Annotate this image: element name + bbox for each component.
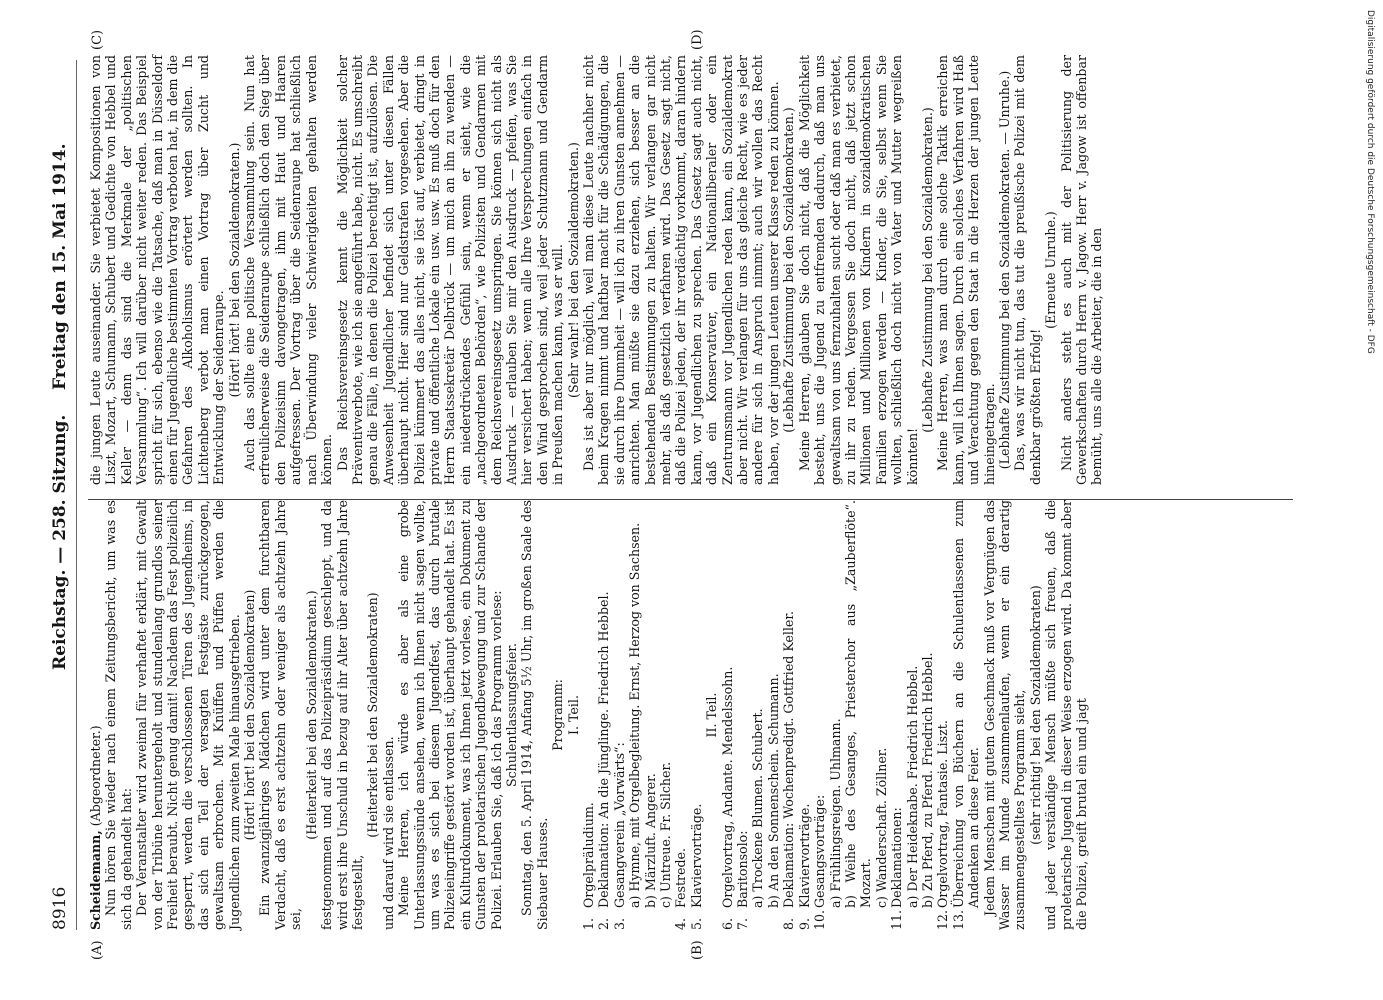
program-item-text: a) Der Heideknabe. Friedrich Hebbel.: [904, 665, 920, 908]
margin-letter-b: (B): [690, 940, 705, 960]
program-item-text: a) Frühlingsreigen. Uhlmann.: [827, 718, 843, 908]
program-item: [781, 500, 796, 930]
program-item-text: Baritonsolo:: [735, 830, 751, 908]
paragraph: Nicht anders steht es auch mit der Politisierung der Gewerkschaften durch Herrn v. Jagow. Herr v. Jagow ist offenbar bemüht, uns alle die Arbeiter, die in den: [1058, 55, 1105, 485]
program-item: [750, 500, 765, 930]
program-item-number: 3.: [611, 917, 627, 930]
program-item: [735, 500, 750, 930]
program-item-number: 7.: [735, 917, 751, 930]
interjection: (Erneute Unruhe.): [1043, 211, 1059, 329]
program-item-number: 2.: [596, 917, 612, 930]
program-item: [627, 500, 642, 930]
program-item: [889, 500, 904, 930]
margin-letter-d: (D): [690, 29, 705, 50]
program-item: [828, 500, 843, 930]
program-item: [843, 500, 874, 930]
program-item: [658, 500, 673, 930]
program-item: [905, 500, 920, 930]
paragraph: Meine Herren, was man durch eine solche Taktik erreichen kann, will ich Ihnen sagen. Durch ein solches Verfahren wird Haß und Verachtung gegen den Staat in die Herzen der jungen Leute hineingetragen.: [935, 55, 997, 485]
paragraph: Jedem Menschen mit gutem Geschmack muß vor Vergnügen das Wasser im Munde zusammenlaufen, wenn er ein derartig zusammengestelltes Programm sieht,: [981, 500, 1028, 930]
program-item-number: 10.: [812, 909, 828, 930]
program-item-text: Orgelvortrag, Fantasie. Liszt.: [935, 720, 951, 908]
program-item-number: 5.: [688, 917, 704, 930]
program-item-text: Gesangsvorträge:: [812, 794, 828, 908]
program-item: [935, 500, 950, 930]
program-item-number: 4.: [673, 917, 689, 930]
program-item: [720, 500, 735, 930]
interjection: (Heiterkeit bei den Sozialdemokraten): [365, 592, 381, 838]
program-item: [581, 500, 596, 930]
interjection: (Sehr wahr! bei den Sozialdemokraten.): [565, 142, 581, 398]
program-item-text: Deklamation: Wochenpredigt. Gottfried Keller.: [781, 610, 797, 908]
interjection: (sehr richtig! bei den Sozialdemokraten): [1027, 585, 1043, 845]
margin-letter-c: (C): [90, 29, 105, 50]
program-item: [596, 500, 611, 930]
paragraph: Meine Herren, ich würde es aber als eine grobe Unterlassungssünde ansehen, wenn ich Ihnen nicht sagen wollte, um was es sich bei diesem Jugendfest, das durch brutale Polizeieingriffe gestört worden ist, überhaupt gehandelt hat. Es ist ein Kulturdokument, was ich Ihnen jetzt vorlese, ein Dokument zu Gunsten der proletarischen Jugendbewegung und zur Schande der Polizei. Erlauben Sie, daß ich das Programm vorlese:: [396, 500, 504, 930]
digitization-credit-text: Digitalisierung gefördert durch die Deutsche Forschungsgemeinschaft - DFG: [1365, 10, 1375, 354]
program-part-1: I. Teil.: [565, 695, 581, 735]
header-rule: [76, 60, 77, 930]
paragraph: Das ist aber nur möglich, weil man diese Leute nachher nicht beim Kragen nimmt und haftbar macht für die Schädigungen, die sie durch ihre Dummheit — will ich zu ihren Gunsten annehmen — anrichten. Man müßte sie dazu erziehen, sich besser an die bestehenden Bestimmungen zu halten. Wir verlangen gar nicht mehr, als daß gesetzlich verfahren wird. Das Gesetz sagt nicht, daß die Polizei jeden, der ihr verdächtig vorkommt, daran hindern kann, vor Jugendlichen zu sprechen. Das Gesetz sagt auch nicht, daß ein Konservativer, ein Nationalliberaler oder ein Zentrumsmann vor Jugendlichen reden kann, ein Sozialdemokrat aber nicht. Wir verlangen für uns das gleiche Recht, wie es jeder andere für sich in Anspruch nimmt; auch wir wollen das Recht haben, vor der jungen Leuten unserer Klasse reden zu können.: [581, 55, 781, 485]
program-item: [766, 500, 781, 930]
program-item: [812, 500, 827, 930]
program-item-number: 11.: [889, 909, 905, 930]
interjection: (Hört! hört! bei den Sozialdemokraten): [242, 589, 258, 841]
program-item-number: 9.: [796, 917, 812, 930]
column-divider: [88, 499, 1293, 500]
program-item-text: a) Trockene Blumen. Schubert.: [750, 708, 766, 908]
program-item: [612, 500, 627, 930]
session-date: Freitag den 15. Mai 1914.: [50, 143, 70, 390]
program-item-text: b) Weihe des Gesanges, Priesterchor aus „Zauberflöte“. Mozart.: [842, 500, 874, 908]
program-item-text: b) Märzluft. Angerer.: [642, 773, 658, 908]
program-item: [689, 500, 704, 930]
program-item-text: b) Zu Pferd, zu Pferd. Friedrich Hebbel.: [919, 652, 935, 908]
program-item-number: 1.: [581, 917, 596, 930]
paragraph: die jungen Leute auseinander. Sie verbietet Kompositionen von Liszt, Mozart, Schumann, Schubert und Gedichte von Hebbel und Keller — denn das sind die Merkmale der „politischen Versammlung“. Ich will darüber nicht weiter reden. Das Beispiel spricht für sich, ebenso wie die Tatsache, daß man in Düsseldorf einen für Jugendliche bestimmten Vortrag verboten hat, in dem die Gefahren des Alkoholismus erörtert werden sollten. In Lichtenberg verbot man einen Vortrag über Zucht und Entwicklung der Seidenraupe.: [88, 55, 227, 485]
speaker-name: Scheidemann,: [88, 830, 103, 930]
program-title: Programm:: [550, 679, 566, 751]
program-item-text: Deklamation: An die Jünglinge. Friedrich Hebbel.: [596, 591, 612, 908]
program-item-text: a) Hymne, mit Orgelbegleitung. Ernst, Herzog von Sachsen.: [627, 522, 643, 908]
program-item: [951, 500, 982, 930]
interjection: (Lebhafte Zustimmung bei den Sozialdemokraten.): [919, 107, 935, 433]
paragraph: Auch das sollte eine politische Versammlung sein. Nun hat erfreulicherweise die Seidenraupe schließlich doch den Sieg über den Polizeisinn davongetragen, ihm mit Haut und Haaren aufgefressen. Der Vortrag über die Seidenraupe hat schließlich nach Überwindung vieler Schwierigkeiten gehalten werden können.: [242, 55, 335, 485]
page-header: [48, 60, 72, 930]
interjection: (Lebhafte Zustimmung bei den Sozialdemokraten.): [781, 107, 797, 433]
program-item-text: c) Untreue. Fr. Silcher.: [658, 761, 674, 908]
speaker-line: Scheidemann, (Abgeordneter.): [88, 725, 103, 930]
interjection: (Lebhafte Zustimmung bei den Sozialdemokraten. — Unruhe.): [996, 70, 1012, 470]
paragraph: Das, was wir nicht tun, das tut die preußische Polizei mit dem denkbar größten Erfolg!: [1012, 55, 1043, 485]
program-item-text: Klaviervorträge.: [688, 803, 704, 908]
session-title: Reichstag. — 258. Sitzung.: [50, 414, 70, 670]
paragraph: Meine Herren, glauben Sie doch nicht, daß die Möglichkeit besteht, uns die Jugend zu entfremden dadurch, daß man uns gewaltsam von uns fernzuhalten sucht oder daß man es verbietet, zu ihr zu reden. Vergessen Sie doch nicht, daß jetzt schon Millionen und Millionen von Kindern in sozialdemokratischen Familien erzogen werden — Kinder, die Sie, selbst wenn Sie wollten, schließlich doch nicht von Vater und Mutter wegreißen könnten!: [796, 55, 920, 485]
program-item-text: Klaviervorträge.: [796, 803, 812, 908]
speaker-role: Abgeordneter.: [88, 730, 103, 822]
program-item-number: 13.: [950, 909, 966, 930]
right-column: [88, 55, 1105, 485]
program-item-text: b) An den Sonnenschein. Schumann.: [765, 673, 781, 908]
paragraph: Der Veranstalter wird zweimal für verhaftet erklärt, mit Gewalt von der Tribüne heruntergeholt und stundenlang grundlos seiner Freiheit beraubt. Nicht genug damit! Nachdem das Fest polizeilich gesperrt, werden die verschlossenen Türen des Jugendheims, in das sich ein Teil der versagten Festgäste zurückgezogen, gewaltsam erbrochen. Mit Knüffen und Püffen werden die Jugendlichen zum zweiten Male hinausgetrieben.: [134, 500, 242, 930]
program-item-text: Überreichung von Büchern an die Schulentlassenen zum Andenken an diese Feier.: [950, 500, 982, 908]
program-item: [797, 500, 812, 930]
digitization-credit: [1363, 0, 1383, 1000]
paragraph: Ein zwanzigjähriges Mädchen wird unter dem furchtbaren Verdacht, daß es erst achtzehn oder weniger als achtzehn Jahre sei,: [257, 500, 304, 930]
interjection: (Heiterkeit bei den Sozialdemokraten.): [303, 590, 319, 840]
paragraph: und darauf wird sie entlassen.: [380, 736, 396, 930]
page-number: 8916: [50, 886, 70, 930]
program-item: [874, 500, 889, 930]
program-part-2: II. Teil.: [704, 692, 720, 738]
paragraph: Das Reichsvereinsgesetz kennt die Möglichkeit solcher Präventivverbote, wie ich sie angeführt habe, nicht. Es umschreibt genau die Fälle, in denen die Polizei berechtigt ist, aufzulösen. Die Anwesenheit Jugendlicher befindet sich unter diesen Fällen überhaupt nicht. Hier sind nur Geldstrafen vorgesehen. Aber die Polizei kümmert das alles nicht, sie löst auf, verbietet, dringt in private und öffentliche Lokale ein usw. usw. Es muß doch für den Herrn Staatssekretär Delbrück — um mich an ihn zu wenden — ein niederdrückendes Gefühl sein, wenn er sieht, wie die „nachgeordneten Behörden“, wie Polizisten und Gendarmen mit dem Reichsvereinsgesetz umspringen. Sie können sich nicht als Ausdruck — erlauben Sie mir den Ausdruck — pfeifen, was Sie hier versichert haben; wenn alle Ihre Versprechungen einfach in den Wind gesprochen sind, weil jeder Schutzmann und Gendarm in Preußen machen kann, was er will.: [334, 55, 566, 485]
program-list-part-2: [720, 500, 982, 930]
interjection: (Hört! hört! bei den Sozialdemokraten.): [226, 142, 242, 398]
program-item-text: Orgelvortrag, Andante. Mendelssohn.: [719, 666, 735, 908]
program-list-part-1: [581, 500, 704, 930]
paragraph: und jeder verständige Mensch müßte sich freuen, daß die proletarische Jugend in dieser Weise erzogen wird. Da kommt aber die Polizei, greift brutal ein und jagt: [1043, 500, 1089, 930]
margin-letter-a: (A): [90, 940, 105, 960]
program-item-number: 6.: [719, 917, 735, 930]
program-item-text: Orgelpräludium.: [581, 802, 596, 908]
program-item-text: Gesangverein „Vorwärts“:: [611, 742, 627, 908]
program-item-text: c) Wanderschaft. Zöllner.: [873, 747, 889, 908]
paragraph: festgenommen und auf das Polizeipräsidium geschleppt, und da wird erst ihre Unschuld in bezug auf ihr Alter über achtzehn Jahre festgestellt,: [319, 500, 365, 930]
left-column: [88, 500, 1089, 930]
program-item-number: 8.: [781, 917, 797, 930]
program-item: [643, 500, 658, 930]
program-item: [920, 500, 935, 930]
program-item-text: Deklamationen:: [889, 807, 905, 908]
program-item: [673, 500, 688, 930]
paragraph: Nun hören Sie wieder nach einem Zeitungsbericht, um was es sich da gehandelt hat:: [103, 500, 134, 930]
program-item-text: Festrede.: [673, 847, 689, 908]
program-item-number: 12.: [935, 909, 951, 930]
program-heading: Schulentlassungsfeier.: [503, 643, 519, 787]
program-date: Sonntag, den 5. April 1914, Anfang 5½ Uhr, im großen Saale des Siebauer Hauses.: [519, 500, 550, 930]
